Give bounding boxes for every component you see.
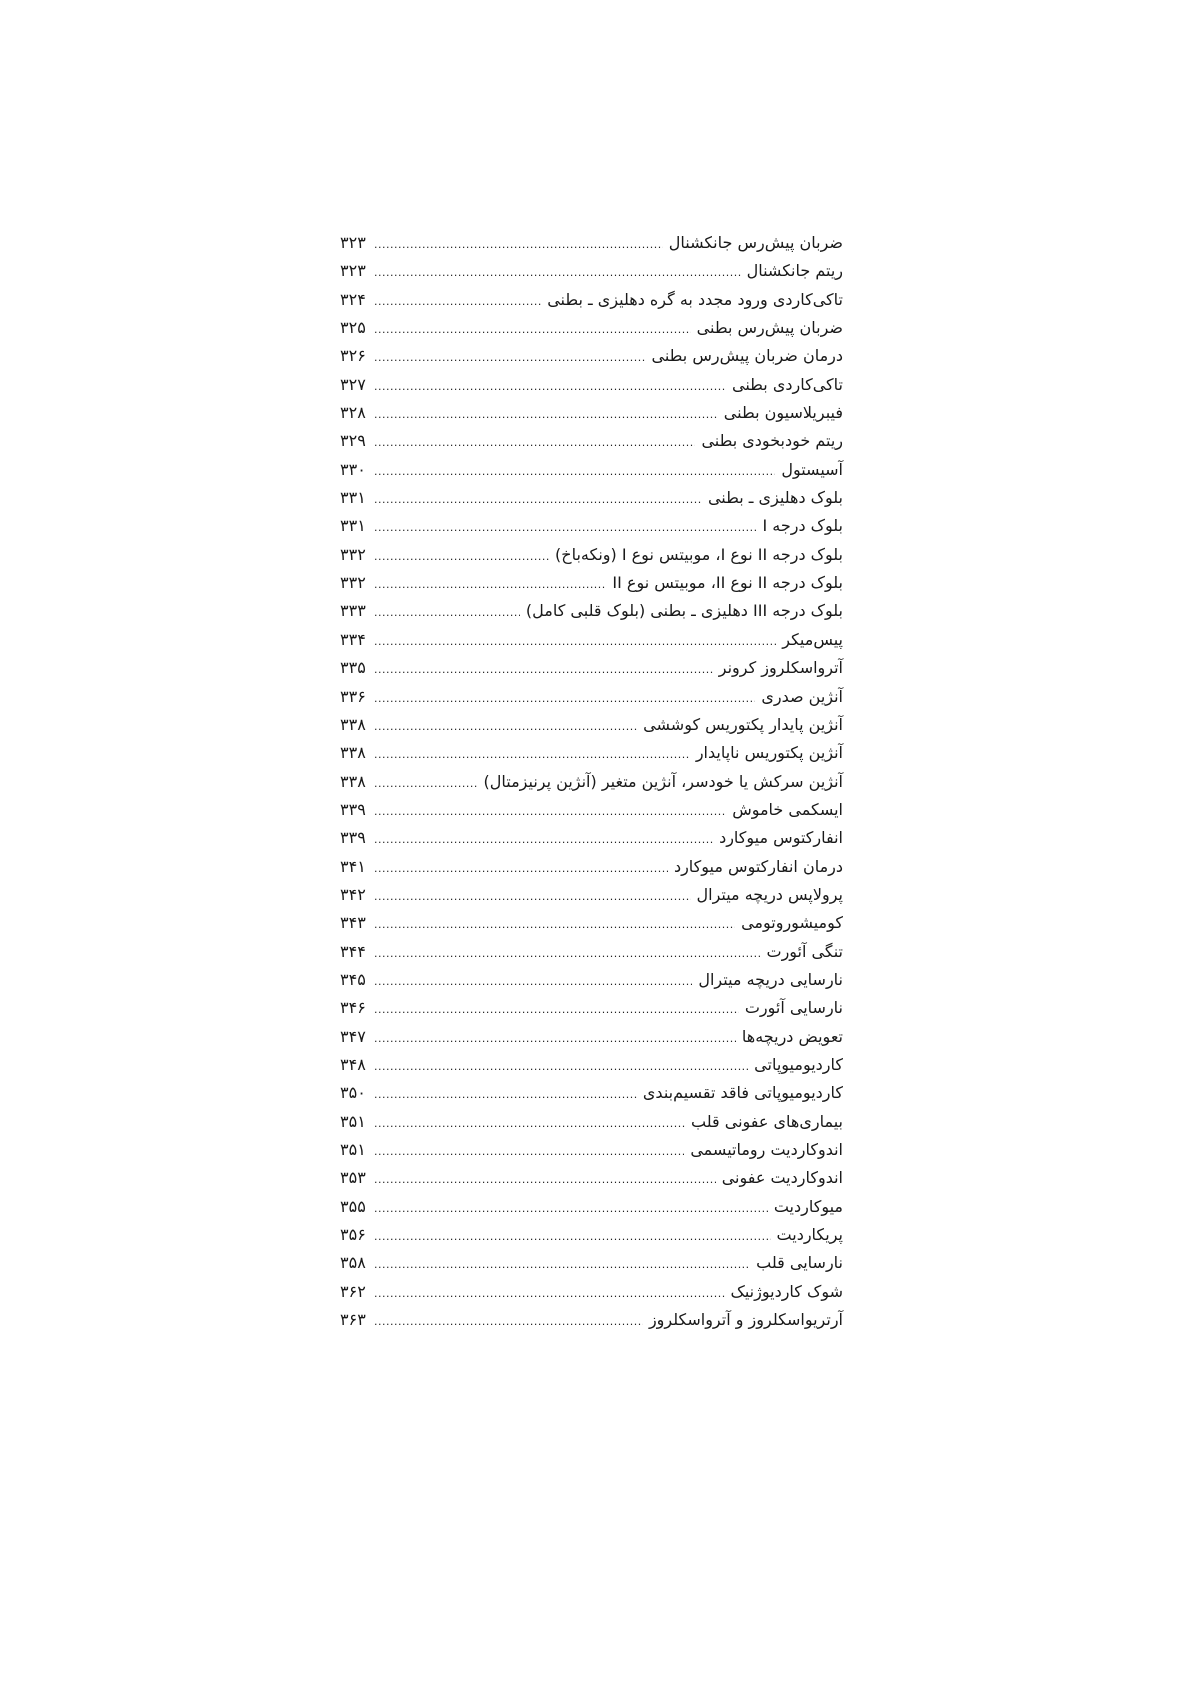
dot-leader — [374, 883, 691, 911]
toc-entry[interactable] — [340, 597, 843, 625]
toc-entry[interactable] — [340, 1108, 843, 1136]
dot-leader — [374, 1280, 725, 1308]
toc-entry-page-number: ۳۳۸ — [340, 714, 366, 734]
dot-leader — [374, 514, 756, 542]
toc-entry-page-number: ۳۳۳ — [340, 601, 366, 621]
dot-leader — [374, 628, 776, 656]
toc-entry-page-number: ۳۲۸ — [340, 403, 366, 423]
toc-entry[interactable] — [340, 1221, 843, 1249]
toc-entry[interactable] — [340, 626, 843, 654]
toc-entry-page-number: ۳۴۶ — [340, 998, 366, 1018]
toc-entry-page-number: ۳۵۵ — [340, 1196, 366, 1216]
toc-entry-title: پرولاپس دریچه میترال — [696, 884, 843, 904]
toc-entry[interactable] — [340, 796, 843, 824]
dot-leader — [374, 1308, 643, 1336]
toc-entry[interactable] — [340, 1079, 843, 1107]
toc-entry-page-number: ۳۲۵ — [340, 318, 366, 338]
toc-entry[interactable] — [340, 569, 843, 597]
dot-leader — [374, 1053, 748, 1081]
dot-leader — [374, 656, 713, 684]
toc-entry-page-number: ۳۶۳ — [340, 1310, 366, 1330]
toc-entry-title: بلوک دهلیزی ـ بطنی — [707, 488, 843, 508]
toc-entry-page-number: ۳۴۲ — [340, 884, 366, 904]
toc-entry[interactable] — [340, 1306, 843, 1334]
toc-entry-title: ریتم خودبخودی بطنی — [701, 431, 843, 451]
toc-entry-title: نارسایی قلب — [756, 1253, 843, 1273]
toc-entry-page-number: ۳۳۰ — [340, 459, 366, 479]
toc-entry[interactable] — [340, 342, 843, 370]
dot-leader — [374, 940, 761, 968]
toc-entry-title: نارسایی دریچه میترال — [698, 969, 843, 989]
toc-entry[interactable] — [340, 484, 843, 512]
dot-leader — [374, 855, 668, 883]
toc-entry-title: انفارکتوس میوکارد — [719, 828, 843, 848]
toc-entry-page-number: ۳۵۱ — [340, 1111, 366, 1131]
toc-entry[interactable] — [340, 229, 843, 257]
toc-entry-title: شوک کاردیوژنیک — [730, 1281, 843, 1301]
toc-entry-page-number: ۳۳۵ — [340, 658, 366, 678]
toc-entry[interactable] — [340, 371, 843, 399]
toc-entry-page-number: ۳۳۶ — [340, 686, 366, 706]
toc-entry[interactable] — [340, 853, 843, 881]
toc-entry-title: آرتریواسکلروز و آترواسکلروز — [648, 1310, 843, 1330]
toc-entry-page-number: ۳۴۷ — [340, 1026, 366, 1046]
toc-entry-title: پریکاردیت — [776, 1225, 843, 1245]
toc-entry-page-number: ۳۲۴ — [340, 289, 366, 309]
toc-entry[interactable] — [340, 739, 843, 767]
dot-leader — [374, 259, 741, 287]
toc-entry-title: ضربان پیش‌رس جانکشنال — [668, 233, 843, 252]
toc-entry-title: اندوکاردیت عفونی — [721, 1168, 843, 1188]
toc-entry-title: ایسکمی خاموش — [732, 799, 843, 819]
toc-entry-title: بلوک درجه I — [762, 516, 843, 536]
toc-entry-page-number: ۳۳۲ — [340, 573, 366, 593]
toc-entry-page-number: ۳۲۷ — [340, 374, 366, 394]
toc-entry-page-number: ۳۳۴ — [340, 629, 366, 649]
dot-leader — [374, 911, 735, 939]
toc-entry[interactable] — [340, 1249, 843, 1277]
dot-leader — [374, 571, 606, 599]
toc-entry-title: میوکاردیت — [773, 1196, 843, 1216]
dot-leader — [374, 741, 690, 769]
toc-entry[interactable] — [340, 1164, 843, 1192]
toc-entry[interactable] — [340, 1278, 843, 1306]
table-of-contents — [340, 229, 843, 1334]
toc-entry[interactable] — [340, 1023, 843, 1051]
toc-entry[interactable] — [340, 966, 843, 994]
dot-leader — [374, 1223, 771, 1251]
toc-entry-page-number: ۳۵۳ — [340, 1168, 366, 1188]
toc-entry-page-number: ۳۴۸ — [340, 1054, 366, 1074]
toc-entry-page-number: ۳۴۳ — [340, 913, 366, 933]
toc-entry-page-number: ۳۴۱ — [340, 856, 366, 876]
toc-entry-title: بلوک درجه III دهلیزی ـ بطنی (بلوک قلبی کامل) — [525, 601, 843, 621]
dot-leader — [374, 316, 691, 344]
toc-entry-page-number: ۳۲۳ — [340, 261, 366, 281]
toc-entry-page-number: ۳۳۹ — [340, 828, 366, 848]
dot-leader — [374, 1138, 684, 1166]
dot-leader — [374, 599, 520, 627]
toc-entry-title: اندوکاردیت روماتیسمی — [690, 1140, 843, 1159]
toc-entry-page-number: ۳۵۸ — [340, 1253, 366, 1273]
dot-leader — [374, 798, 726, 826]
toc-entry[interactable] — [340, 1136, 843, 1164]
toc-entry-page-number: ۳۶۲ — [340, 1281, 366, 1301]
toc-entry-title: کاردیومیوپاتی فاقد تقسیم‌بندی — [642, 1083, 843, 1103]
dot-leader — [374, 543, 549, 571]
dot-leader — [374, 373, 726, 401]
toc-entry-page-number: ۳۳۱ — [340, 488, 366, 508]
dot-leader — [374, 401, 718, 429]
toc-entry[interactable] — [340, 1051, 843, 1079]
dot-leader — [374, 288, 541, 316]
toc-entry[interactable] — [340, 938, 843, 966]
toc-entry-title: ضربان پیش‌رس بطنی — [696, 318, 843, 338]
toc-entry-title: تاکی‌کاردی ورود مجدد به گره دهلیزی ـ بطنی — [547, 289, 843, 309]
toc-entry-page-number: ۳۳۸ — [340, 771, 366, 791]
dot-leader — [374, 458, 775, 486]
toc-entry-title: بلوک درجه II نوع II، موبیتس نوع II — [612, 573, 843, 593]
toc-entry[interactable] — [340, 881, 843, 909]
toc-entry-page-number: ۳۴۴ — [340, 941, 366, 961]
toc-entry-title: کومیشوروتومی — [741, 913, 843, 933]
dot-leader — [374, 770, 478, 798]
toc-entry-title: آترواسکلروز کرونر — [718, 658, 843, 678]
toc-entry-title: فیبریلاسیون بطنی — [723, 403, 843, 423]
toc-entry[interactable] — [340, 456, 843, 484]
toc-entry-title: نارسایی آئورت — [744, 998, 843, 1018]
dot-leader — [374, 1025, 736, 1053]
toc-entry-title: آنژین صدری — [761, 686, 843, 706]
dot-leader — [374, 1195, 768, 1223]
toc-entry-page-number: ۳۲۳ — [340, 233, 366, 252]
toc-entry-page-number: ۳۳۹ — [340, 799, 366, 819]
dot-leader — [374, 429, 695, 457]
toc-entry[interactable] — [340, 512, 843, 540]
toc-entry-page-number: ۳۳۲ — [340, 544, 366, 564]
dot-leader — [374, 1166, 716, 1194]
toc-entry-title: کاردیومیوپاتی — [754, 1054, 843, 1074]
toc-entry[interactable] — [340, 1193, 843, 1221]
dot-leader — [374, 1251, 750, 1279]
toc-entry-title: آنژین سرکش یا خودسر، آنژین متغیر (آنژین پرنیزمتال) — [483, 771, 843, 791]
toc-entry-title: بلوک درجه II نوع I، موبیتس نوع I (ونکه‌باخ) — [555, 544, 843, 564]
toc-entry-page-number: ۳۳۱ — [340, 516, 366, 536]
toc-entry-title: تاکی‌کاردی بطنی — [732, 374, 843, 394]
toc-entry-title: آنژین پکتوریس ناپایدار — [695, 743, 843, 763]
dot-leader — [374, 344, 646, 372]
toc-entry[interactable] — [340, 286, 843, 314]
toc-entry[interactable] — [340, 427, 843, 455]
toc-entry-title: آسیستول — [781, 459, 843, 479]
toc-entry[interactable] — [340, 541, 843, 569]
toc-entry[interactable] — [340, 994, 843, 1022]
toc-entry[interactable] — [340, 654, 843, 682]
toc-entry[interactable] — [340, 909, 843, 937]
toc-entry-page-number: ۳۳۸ — [340, 743, 366, 763]
toc-entry-page-number: ۳۵۶ — [340, 1225, 366, 1245]
toc-entry[interactable] — [340, 711, 843, 739]
toc-entry[interactable] — [340, 768, 843, 796]
dot-leader — [374, 968, 692, 996]
toc-entry-title: آنژین پایدار پکتوریس کوششی — [643, 714, 843, 734]
toc-entry-page-number: ۳۴۵ — [340, 969, 366, 989]
toc-entry[interactable] — [340, 399, 843, 427]
toc-entry-page-number: ۳۵۰ — [340, 1083, 366, 1103]
toc-entry-title: درمان ضربان پیش‌رس بطنی — [651, 346, 843, 366]
dot-leader — [374, 486, 702, 514]
dot-leader — [374, 826, 713, 854]
toc-entry-title: درمان انفارکتوس میوکارد — [673, 856, 843, 876]
dot-leader — [374, 231, 663, 259]
toc-entry[interactable] — [340, 314, 843, 342]
dot-leader — [374, 996, 739, 1024]
toc-entry[interactable] — [340, 683, 843, 711]
dot-leader — [374, 1110, 685, 1138]
toc-entry[interactable] — [340, 257, 843, 285]
toc-entry-title: ریتم جانکشنال — [746, 261, 843, 281]
dot-leader — [374, 1081, 637, 1109]
toc-entry-title: بیماری‌های عفونی قلب — [690, 1111, 843, 1131]
toc-entry-page-number: ۳۵۱ — [340, 1140, 366, 1159]
toc-entry-title: تنگی آئورت — [766, 941, 843, 961]
toc-entry[interactable] — [340, 824, 843, 852]
dot-leader — [374, 713, 637, 741]
toc-entry-page-number: ۳۲۹ — [340, 431, 366, 451]
toc-entry-title: پیس‌میکر — [782, 629, 843, 649]
dot-leader — [374, 685, 755, 713]
toc-entry-title: تعویض دریچه‌ها — [741, 1026, 843, 1046]
toc-entry-page-number: ۳۲۶ — [340, 346, 366, 366]
